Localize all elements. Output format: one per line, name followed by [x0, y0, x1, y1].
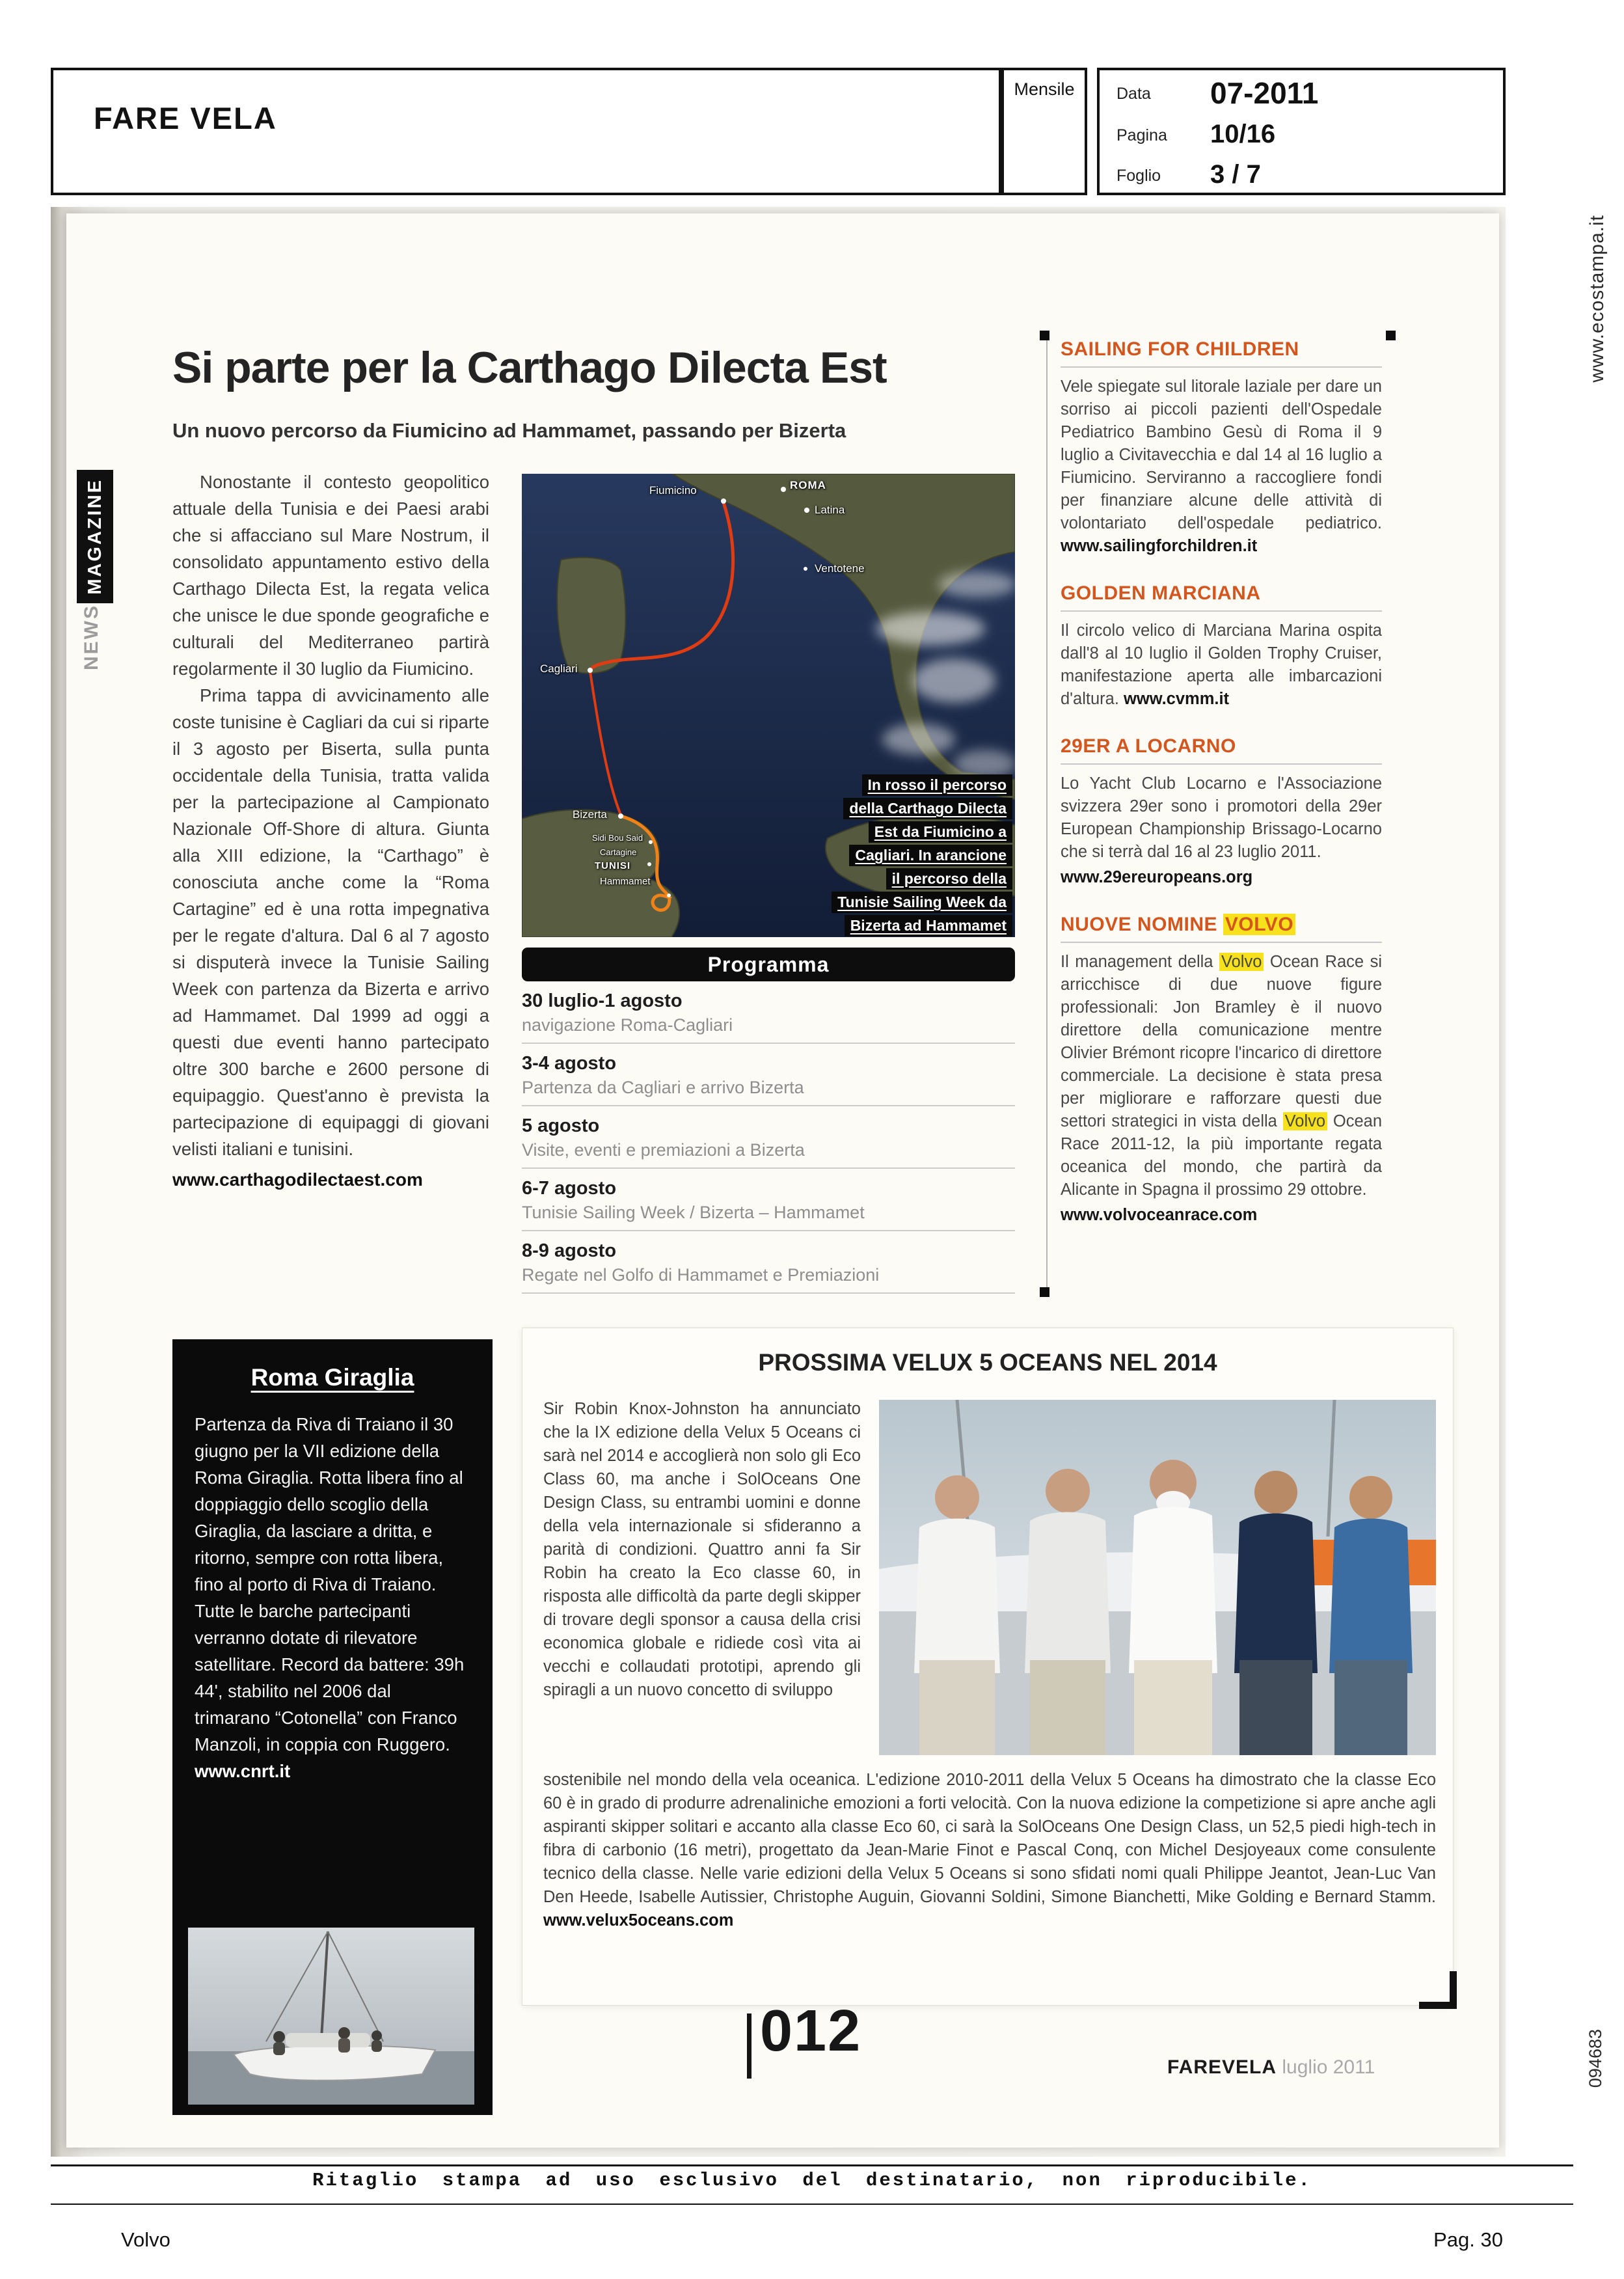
programma-event: Regate nel Golfo di Hammamet e Premiazioni: [522, 1262, 1015, 1294]
programma-date: 30 luglio-1 agosto: [522, 990, 683, 1011]
news-text: Il circolo velico di Marciana Marina ospita dall'8 al 10 luglio il Golden Trophy Cruiser, manifestazione aperta alle imbarcazioni d'altura.: [1061, 621, 1382, 708]
magazine-issue: luglio 2011: [1277, 2056, 1375, 2078]
news-column-rule: [1046, 334, 1048, 1296]
map-caption-line: Cagliari. In arancione: [849, 845, 1012, 866]
news-text: Lo Yacht Club Locarno e l'Associazione svizzera 29er sono i promotori della 29er European Championship Brissago-Locarno che si terrà dal 16 al 23 luglio 2011.: [1061, 774, 1382, 861]
map-label-tunisi: TUNISI: [595, 860, 631, 871]
map-label-roma: ROMA: [790, 479, 826, 491]
map-caption-line: Est da Fiumicino a: [869, 821, 1012, 843]
map-caption-line: Bizerta ad Hammamet: [845, 915, 1012, 936]
map-caption-line: Tunisie Sailing Week da: [832, 892, 1012, 913]
news-heading: SAILING FOR CHILDREN: [1061, 338, 1382, 368]
news-body: [1061, 620, 1382, 711]
publication-box: [51, 68, 1001, 195]
scanned-page-background: [51, 207, 1506, 2157]
registration-mark: [1040, 331, 1049, 340]
article-paragraph: Prima tappa di avvicinamento alle coste tunisine è Cagliari da cui si riparte il 3 agosto per Biserta, sulla punta occidentale della Tunisia, tratta valida per la partecipazione al Campionato Nazionale Off-Shore di altura. Giunta alla XIII edizione, la “Carthago” è conosciuta anche come la “Roma Cartagine” ed è una rotta impegnativa per le regate d'altura. Dal 6 al 7 agosto si disputerà invece la Tunisie Sailing Week con partenza da Bizerta e arrivo ad Hammamet. Dal 1999 ad oggi a questi due eventi hanno partecipato oltre 300 barche e 2600 persone di equipaggio. Quest'anno è prevista la partecipazione di equipaggi di giovani velisti italiani e tunisini.: [172, 685, 489, 1159]
page-label: Pagina: [1116, 126, 1167, 144]
sheet-label: Foglio: [1116, 167, 1161, 185]
programma-date: 3-4 agosto: [522, 1053, 617, 1074]
article-title: Si parte per la Carthago Dilecta Est: [172, 343, 887, 392]
meta-box: [1097, 68, 1506, 195]
programma-event: Partenza da Cagliari e arrivo Bizerta: [522, 1074, 1015, 1106]
news-column: [1061, 338, 1382, 1251]
programma-event: navigazione Roma-Cagliari: [522, 1012, 1015, 1044]
clipping-code: 094683: [1586, 2029, 1605, 2088]
map-caption-line: della Carthago Dilecta: [843, 798, 1012, 819]
magazine-page: [66, 213, 1499, 2148]
highlighted-text: Volvo: [1283, 1112, 1327, 1130]
article-subtitle: Un nuovo percorso da Fiumicino ad Hammamet, passando per Bizerta: [172, 419, 846, 442]
news-heading: [1061, 914, 1382, 943]
news-text: Ocean Race si arricchisce di due nuove figure professionali: Jon Bramley è il nuovo direttore della comunicazione mentre Olivier Brémont ricopre l'incarico di direttore commerciale. La decisione è stata presa per migliorare e rafforzare questi due settori strategici in vista della: [1061, 953, 1382, 1130]
news-rail-label: NEWS: [81, 604, 102, 670]
map-caption: [832, 774, 1012, 936]
news-heading-highlight: VOLVO: [1223, 914, 1295, 935]
map-label-latina: Latina: [815, 504, 845, 516]
frequency-label: Mensile: [1014, 79, 1075, 99]
map-label-ventotene: Ventotene: [815, 562, 865, 575]
magazine-rail-label: MAGAZINE: [84, 478, 105, 595]
programma-item: [522, 1044, 1015, 1106]
date-label: Data: [1116, 85, 1151, 103]
news-text: Vele spiegate sul litorale laziale per dare un sorriso ai piccoli pazienti dell'Ospedale Pediatrico Bambino Gesù di Roma il 9 luglio a Civitavecchia e dal 14 al 16 luglio a Fiumicino. Serviranno a raccogliere fondi per finanziare alcune delle attività di volontariato dell'ospedale pediatrico.: [1061, 377, 1382, 532]
article-body: [172, 469, 489, 1193]
registration-mark: [1386, 331, 1396, 340]
news-section-sailing-for-children: [1061, 338, 1382, 558]
news-website: www.sailingforchildren.it: [1061, 537, 1258, 555]
sheet-value: 3 / 7: [1210, 160, 1261, 189]
map-label-cagliari: Cagliari: [540, 662, 578, 675]
map-label-cartagine: Cartagine: [600, 847, 637, 857]
velux-title: PROSSIMA VELUX 5 OCEANS NEL 2014: [758, 1349, 1217, 1376]
news-body: [1061, 951, 1382, 1227]
article-paragraph: Nonostante il contesto geopolitico attuale della Tunisia e dei Paesi arabi che si affacciano sul Mare Nostrum, il consolidato appuntamento estivo della Carthago Dilecta Est, la regata velica che unisce le due sponde geografiche e culturali del Mediterraneo partirà regolarmente il 30 luglio da Fiumicino.: [172, 472, 489, 679]
corner-mark: [1419, 1971, 1457, 2009]
programma-item: [522, 1106, 1015, 1169]
velux-bottom-text: [543, 1768, 1436, 1932]
magazine-page-number: 012: [760, 1999, 862, 2064]
programma-title: Programma: [522, 948, 1015, 981]
clipping-page-ref: Pag. 30: [1433, 2228, 1503, 2251]
roma-giraglia-title: Roma Giraglia: [250, 1364, 414, 1391]
page-value: 10/16: [1210, 120, 1276, 148]
folio-divider: [747, 2013, 751, 2079]
footer-rule-top: [51, 2164, 1573, 2166]
news-heading: GOLDEN MARCIANA: [1061, 582, 1382, 612]
news-body: [1061, 375, 1382, 558]
velux-text: sostenibile nel mondo della vela oceanica. L'edizione 2010-2011 della Velux 5 Oceans ha dimostrato che la classe Eco 60 è in grado di produrre adrenaliniche emozioni a forti velocità. Con la nuova edizione la competizione si apre anche agli aspiranti skipper solitari e accanto alla classe Eco 60, ci sarà la SolOceans One Design Class, un 52,5 piedi high-tech in fibra di carbonio (16 metri), progettato da Jean-Marie Finot e Pascal Conq, con Michel Desjoyeaux come consulente tecnico della classe. Nelle varie edizioni della Velux 5 Oceans si sono sfidati nomi quali Philippe Jeantot, Jean-Luc Van Den Heede, Isabelle Autissier, Christophe Auguin, Giovanni Soldini, Simone Bianchetti, Mike Golding e Bernard Stamm.: [543, 1771, 1436, 1906]
news-heading-text: NUOVE NOMINE: [1061, 914, 1223, 935]
programma-box: [522, 948, 1015, 1294]
programma-event: Visite, eventi e premiazioni a Bizerta: [522, 1137, 1015, 1169]
news-heading: 29ER A LOCARNO: [1061, 735, 1382, 765]
velux-left-column: Sir Robin Knox-Johnston ha annunciato che la IX edizione della Velux 5 Oceans ci sarà nel 2014 e accoglierà non solo gli Eco Class 60, ma anche i SolOceans One Design Class, su entrambi uomini e donne della vela internazionale si sfideranno a parità di condizioni. Quattro anni fa Sir Robin ha creato la Eco classe 60, in risposta alle difficoltà da parte degli skipper di trovare degli sponsor a causa della crisi economica globale e ridiede così vita ai vecchi e collaudati prototipi, aprendo gli spiragli a un nuovo concetto di sviluppo: [543, 1400, 861, 1699]
route-map: [522, 474, 1015, 937]
velux-crew-photo: [879, 1400, 1436, 1755]
map-label-fiumicino: Fiumicino: [649, 484, 697, 497]
programma-item: [522, 1169, 1015, 1231]
date-value: 07-2011: [1210, 76, 1319, 110]
magazine-brand: [1167, 2056, 1375, 2079]
sailboat-photo: [188, 1928, 474, 2105]
publication-name: FARE VELA: [94, 101, 277, 135]
map-label-hammamet: Hammamet: [600, 876, 651, 887]
map-label-sidi-bou-said: Sidi Bou Said: [592, 833, 643, 843]
news-text: Ocean Race 2011-12, la più importante regata oceanica del mondo, che partirà da Alicante in Spagna il prossimo 29 ottobre.: [1061, 1112, 1382, 1199]
news-text: Il management della: [1061, 953, 1219, 971]
footer-rule-bottom: [51, 2204, 1573, 2205]
roma-giraglia-website: www.cnrt.it: [195, 1761, 291, 1781]
roma-giraglia-body: [195, 1411, 470, 1784]
news-website: www.volvoceanrace.com: [1061, 1206, 1258, 1224]
roma-giraglia-text: Partenza da Riva di Traiano il 30 giugno per la VII edizione della Roma Giraglia. Rotta libera fino al doppiaggio dello scoglio della Giraglia, da lasciare a dritta, e ritorno, sempre con rotta libera, fino al porto di Riva di Traiano. Tutte le barche partecipanti verranno dotate di rilevatore satellitare. Record da battere: 39h 44', stabilito nel 2006 dal trimarano “Cotonella” con Franco Manzoli, in coppia con Ruggero.: [195, 1414, 465, 1754]
map-label-bizerta: Bizerta: [573, 808, 607, 821]
news-section-golden-marciana: [1061, 582, 1382, 711]
news-website: www.cvmm.it: [1124, 690, 1230, 708]
programma-item: [522, 981, 1015, 1044]
programma-date: 5 agosto: [522, 1115, 600, 1136]
map-caption-line: il percorso della: [886, 868, 1012, 890]
news-section-29er-locarno: [1061, 735, 1382, 889]
clipping-subject: Volvo: [121, 2228, 170, 2251]
map-caption-line: In rosso il percorso: [862, 774, 1012, 796]
article-website: www.carthagodilectaest.com: [172, 1169, 423, 1190]
magazine-rail: [77, 470, 113, 603]
footer-disclaimer: Ritaglio stampa ad uso esclusivo del destinatario, non riproducibile.: [312, 2170, 1312, 2191]
registration-mark: [1040, 1287, 1049, 1297]
news-website: www.29ereuropeans.org: [1061, 868, 1253, 886]
ecostampa-watermark: www.ecostampa.it: [1586, 215, 1608, 383]
velux-website: www.velux5oceans.com: [543, 1911, 734, 1930]
programma-date: 6-7 agosto: [522, 1178, 617, 1199]
highlighted-text: Volvo: [1219, 953, 1264, 971]
velux-article-box: [522, 1328, 1454, 2006]
news-section-nuove-nomine-volvo: [1061, 914, 1382, 1227]
programma-event: Tunisie Sailing Week / Bizerta – Hammamet: [522, 1199, 1015, 1231]
programma-item: [522, 1231, 1015, 1294]
programma-date: 8-9 agosto: [522, 1240, 617, 1261]
news-body: [1061, 772, 1382, 889]
frequency-box: [1001, 68, 1087, 195]
magazine-brand-name: FAREVELA: [1167, 2056, 1277, 2078]
roma-giraglia-box: [172, 1339, 493, 2115]
